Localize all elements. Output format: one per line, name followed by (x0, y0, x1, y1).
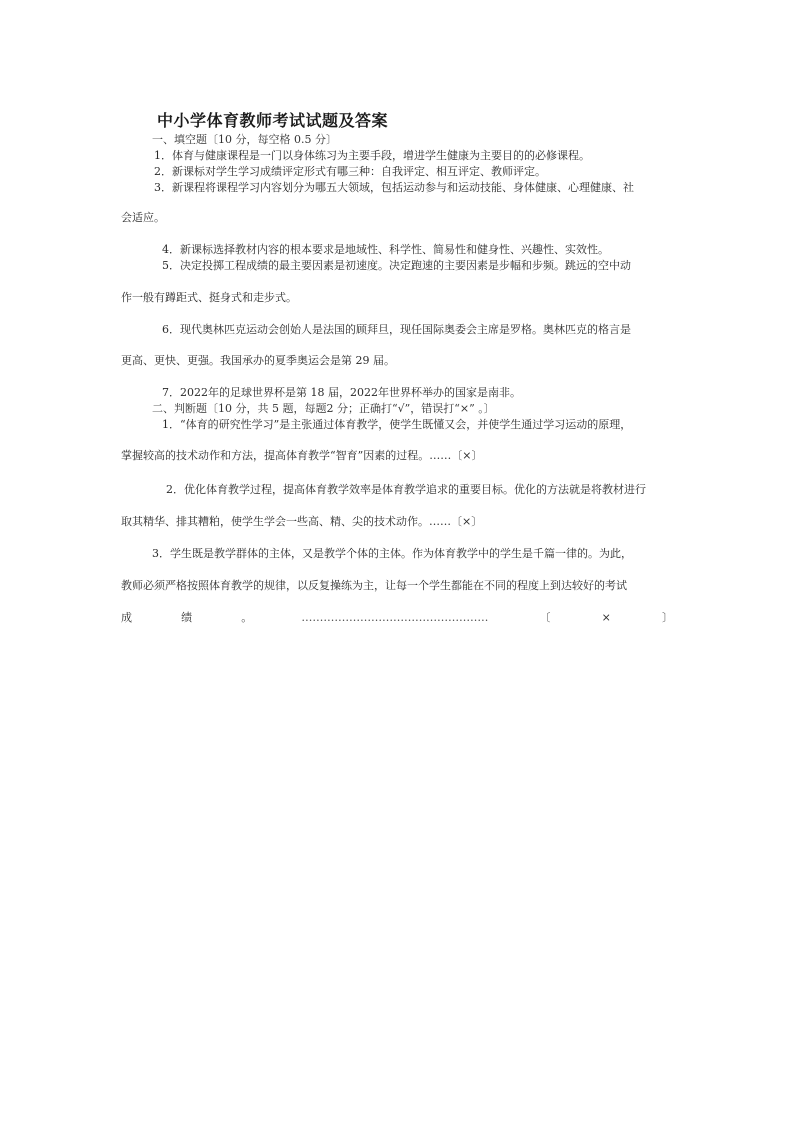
fill-question-2: 2．新课标对学生学习成绩评定形式有哪三种：自我评定、相互评定、教师评定。 (154, 165, 546, 178)
fill-question-6-line1: 6．现代奥林匹克运动会创始人是法国的顾拜旦，现任国际奥委会主席是罗格。奥林匹克的格言是 (162, 323, 631, 336)
section2-heading: 二、判断题〔10 分，共 5 题，每题2 分；正确打“√”，错误打“×” 。〕 (152, 402, 495, 415)
document-title: 中小学体育教师考试试题及答案 (157, 111, 389, 130)
judge-question-3-line1: 3．学生既是教学群体的主体，又是教学个体的主体。作为体育教学中的学生是千篇一律的。为此， (152, 547, 632, 560)
judge-question-1-line1: 1．“体育的研究性学习”是主张通过体育教学，使学生既懂又会，并使学生通过学习运动的原理， (162, 418, 632, 431)
fill-question-1: 1．体育与健康课程是一门以身体练习为主要手段，增进学生健康为主要目的的必修课程。 (154, 149, 590, 162)
fill-question-7: 7．2022年的足球世界杯是第 18 届，2022年世界杯举办的国家是南非。 (162, 386, 521, 399)
answer-close-bracket: 〕 (661, 611, 673, 624)
fill-question-6-line2: 更高、更快、更强。我国承办的夏季奥运会是第 29 届。 (121, 354, 395, 367)
answer-open-bracket: 〔 (539, 611, 551, 624)
answer-mark: × (601, 611, 611, 624)
answer-word-1: 成 (121, 611, 132, 624)
answer-period: 。 (241, 611, 253, 624)
fill-question-5-line2: 作一般有蹲距式、挺身式和走步式。 (121, 291, 297, 304)
judge-question-2-line2: 取其精华、排其糟粕，使学生学会一些高、精、尖的技术动作。……〔×〕 (121, 515, 483, 528)
answer-leader-dots: …………………………………………… (301, 611, 489, 624)
answer-word-2: 绩 (181, 611, 193, 624)
fill-question-4: 4．新课标选择教材内容的根本要求是地域性、科学性、简易性和健身性、兴趣性、实效性。 (162, 243, 609, 256)
judge-question-3-line3 (121, 611, 675, 625)
section1-heading: 一、填空题〔10 分，每空格 0.5 分〕 (152, 133, 337, 146)
judge-question-1-line2: 掌握较高的技术动作和方法，提高体育教学“智育”因素的过程。……〔×〕 (121, 449, 483, 462)
fill-question-5-line1: 5．决定投掷工程成绩的最主要因素是初速度。决定跑速的主要因素是步幅和步频。跳远的空中动 (162, 259, 631, 272)
fill-question-3-line1: 3．新课程将课程学习内容划分为哪五大领域，包括运动参与和运动技能、身体健康、心理健康、社 (154, 181, 634, 194)
fill-question-3-line2: 会适应。 (121, 211, 165, 224)
judge-question-2-line1: 2．优化体育教学过程，提高体育教学效率是体育教学追求的重要目标。优化的方法就是将教材进行 (166, 483, 646, 496)
judge-question-3-line2: 教师必须严格按照体育教学的规律，以反复操练为主，让每一个学生都能在不同的程度上到达较好的考试 (121, 579, 627, 592)
